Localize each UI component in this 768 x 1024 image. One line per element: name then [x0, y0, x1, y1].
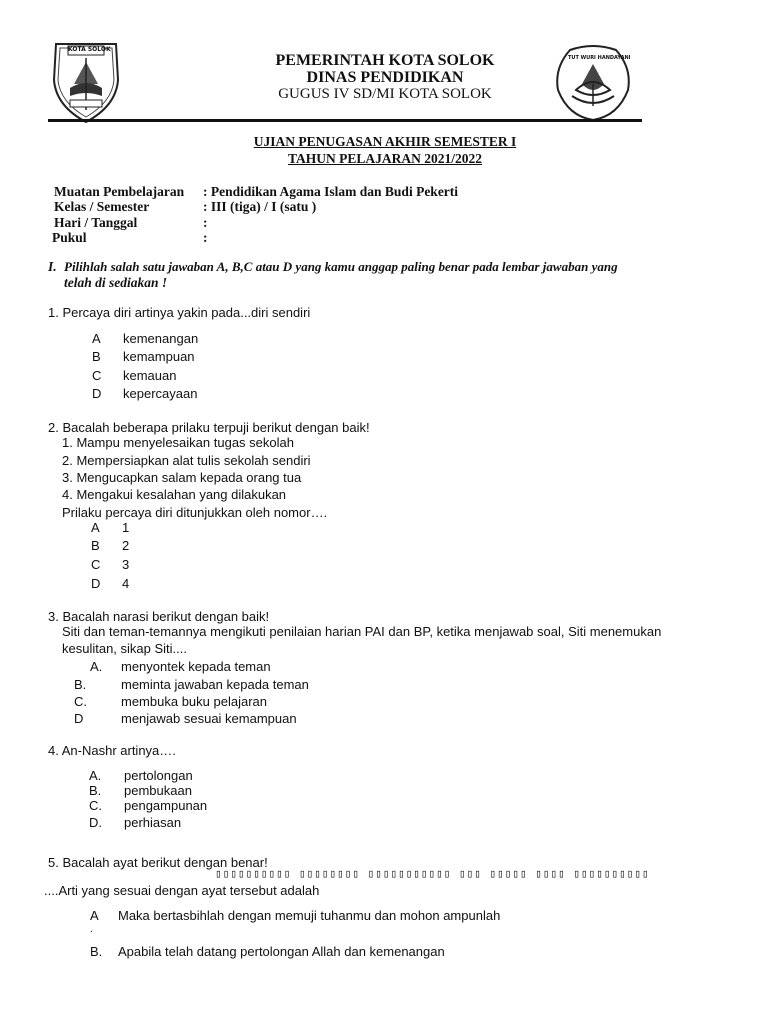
q1-option-text-c: kemauan: [123, 368, 177, 383]
q4-option-text-c: pengampunan: [124, 798, 208, 813]
exam-title: UJIAN PENUGASAN AKHIR SEMESTER I: [253, 134, 517, 149]
q1-option-text-a: kemenangan: [123, 331, 199, 346]
q3-option-text-d: menjawab sesuai kemampuan: [121, 711, 297, 726]
q2-option-letter-d: D: [91, 576, 101, 591]
meta-value-class: : III (tiga) / I (satu ): [203, 199, 317, 214]
meta-label-date: Hari / Tanggal: [54, 215, 138, 230]
question-1-text: 1. Percaya diri artinya yakin pada...diri sendiri: [48, 305, 311, 320]
header-line-1: PEMERINTAH KOTA SOLOK: [275, 52, 495, 69]
left-logo-text: KOTA SOLOK: [68, 46, 111, 53]
tut-wuri-handayani-logo: [552, 44, 634, 122]
header-line-2: DINAS PENDIDIKAN: [306, 69, 464, 86]
q3-option-text-c: membuka buku pelajaran: [121, 694, 267, 709]
q3-option-text-b: meminta jawaban kepada teman: [121, 677, 309, 692]
q3-option-letter-d: D: [74, 711, 84, 726]
question-3-text: 3. Bacalah narasi berikut dengan baik!: [48, 609, 270, 624]
q5-option-letter-a: A: [90, 908, 99, 923]
q2-option-text-c: 3: [122, 557, 130, 572]
q5-option-text-a: Maka bertasbihlah dengan memuji tuhanmu dan mohon ampunlah: [118, 908, 501, 923]
q2-item-4: 4. Mengakui kesalahan yang dilakukan: [62, 487, 287, 502]
exam-year: TAHUN PELAJARAN 2021/2022: [287, 151, 482, 166]
section-instruction-1: Pilihlah salah satu jawaban A, B,C atau D yang kamu anggap paling benar pada lembar jawaban yang: [64, 259, 618, 274]
q2-item-2: 2. Mempersiapkan alat tulis sekolah sendiri: [62, 453, 311, 468]
q4-option-letter-c: C.: [89, 798, 102, 813]
question-4-text: 4. An-Nashr artinya….: [48, 743, 176, 758]
header-divider: [48, 119, 642, 122]
q2-option-letter-c: C: [91, 557, 101, 572]
section-number: I.: [48, 259, 57, 274]
q2-option-text-a: 1: [122, 520, 130, 535]
q1-option-letter-b: B: [92, 349, 101, 364]
q2-option-text-d: 4: [122, 576, 130, 591]
q4-option-letter-a: A.: [89, 768, 102, 783]
meta-value-time: :: [203, 230, 208, 245]
q3-option-letter-b: B.: [74, 677, 87, 692]
q5-prompt: ....Arti yang sesuai dengan ayat tersebut adalah: [44, 883, 320, 898]
q2-item-3: 3. Mengucapkan salam kepada orang tua: [62, 470, 302, 485]
q1-option-letter-d: D: [92, 386, 102, 401]
q3-option-text-a: menyontek kepada teman: [121, 659, 271, 674]
q2-prompt: Prilaku percaya diri ditunjukkan oleh nomor….: [62, 505, 328, 520]
q3-option-letter-a: A.: [90, 659, 103, 674]
q2-option-letter-a: A: [91, 520, 100, 535]
q3-narrative-line-1: Siti dan teman-temannya mengikuti penilaian harian PAI dan BP, ketika menjawab soal, Siti menemukan: [62, 624, 662, 639]
meta-label-subject: Muatan Pembelajaran: [54, 184, 185, 199]
q1-option-letter-c: C: [92, 368, 102, 383]
q3-narrative-line-2: kesulitan, sikap Siti....: [62, 641, 187, 656]
right-logo-text: TUT WURI HANDAYANI: [568, 55, 631, 61]
q4-option-text-a: pertolongan: [124, 768, 193, 783]
q4-option-letter-d: D.: [89, 815, 102, 830]
meta-value-subject: : Pendidikan Agama Islam dan Budi Pekerti: [203, 184, 459, 199]
q5-option-letter-b: B.: [90, 944, 103, 959]
q5-arabic-verse: ▯▯▯▯▯▯▯▯▯▯ ▯▯▯▯▯▯▯▯ ▯▯▯▯▯▯▯▯▯▯▯ ▯▯▯ ▯▯▯▯▯ ▯▯▯▯ ▯▯▯▯▯▯▯▯▯▯: [215, 867, 650, 880]
q2-item-1: 1. Mampu menyelesaikan tugas sekolah: [62, 435, 294, 450]
question-2-text: 2. Bacalah beberapa prilaku terpuji berikut dengan baik!: [48, 420, 370, 435]
q2-option-letter-b: B: [91, 538, 100, 553]
header-line-3: GUGUS IV SD/MI KOTA SOLOK: [278, 86, 492, 102]
q1-option-letter-a: A: [92, 331, 101, 346]
meta-label-class: Kelas / Semester: [54, 199, 150, 214]
q5-stray-dot: .: [90, 924, 93, 935]
question-5-text: 5. Bacalah ayat berikut dengan benar!: [48, 855, 268, 870]
q1-option-text-b: kemampuan: [123, 349, 195, 364]
q3-option-letter-c: C.: [74, 694, 87, 709]
meta-label-time: Pukul: [52, 230, 87, 245]
kota-solok-logo: [48, 40, 124, 126]
q4-option-text-d: perhiasan: [124, 815, 182, 830]
q4-option-letter-b: B.: [89, 783, 102, 798]
q5-option-text-b: Apabila telah datang pertolongan Allah dan kemenangan: [118, 944, 445, 959]
q4-option-text-b: pembukaan: [124, 783, 192, 798]
section-instruction-2: telah di sediakan !: [64, 275, 168, 290]
meta-value-date: :: [203, 215, 208, 230]
q1-option-text-d: kepercayaan: [123, 386, 198, 401]
q2-option-text-b: 2: [122, 538, 130, 553]
